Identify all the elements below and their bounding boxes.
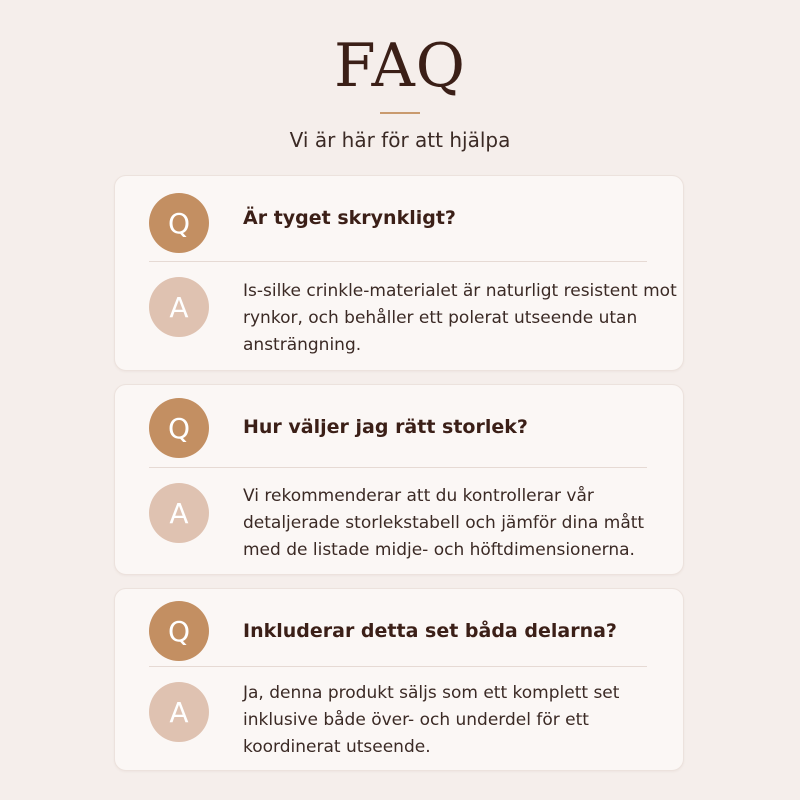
faq-list — [114, 175, 684, 784]
page-title: FAQ — [334, 31, 466, 101]
question-badge: Q — [149, 193, 209, 253]
answer-badge: A — [149, 483, 209, 543]
question-badge: Q — [149, 398, 209, 458]
faq-card-2 — [114, 384, 684, 575]
question-text: Är tyget skrynkligt? — [243, 207, 456, 229]
question-text: Inkluderar detta set båda delarna? — [243, 620, 617, 642]
faq-card-3 — [114, 588, 684, 771]
answer-text: Vi rekommenderar att du kontrollerar vår detaljerade storlekstabell och jämför dina mått med de listade midje- och höftdimensionerna. — [243, 486, 645, 560]
answer-text: Ja, denna produkt säljs som ett komplett set inklusive både över- och underdel för ett koordinerat utseende. — [243, 683, 620, 757]
answer-text: Is-silke crinkle-materialet är naturligt resistent mot rynkor, och behåller ett polerat utseende utan ansträngning. — [243, 281, 677, 355]
answer-badge: A — [149, 277, 209, 337]
faq-divider — [149, 666, 647, 667]
question-row — [115, 385, 683, 470]
page-header — [0, 28, 800, 154]
question-badge: Q — [149, 601, 209, 661]
page-subtitle: Vi är här för att hjälpa — [289, 128, 511, 152]
faq-divider — [149, 261, 647, 262]
title-underline — [380, 112, 420, 114]
faq-divider — [149, 467, 647, 468]
answer-badge: A — [149, 682, 209, 742]
question-text: Hur väljer jag rätt storlek? — [243, 416, 528, 438]
faq-card-1 — [114, 175, 684, 371]
question-row — [115, 176, 683, 261]
question-row — [115, 589, 683, 674]
